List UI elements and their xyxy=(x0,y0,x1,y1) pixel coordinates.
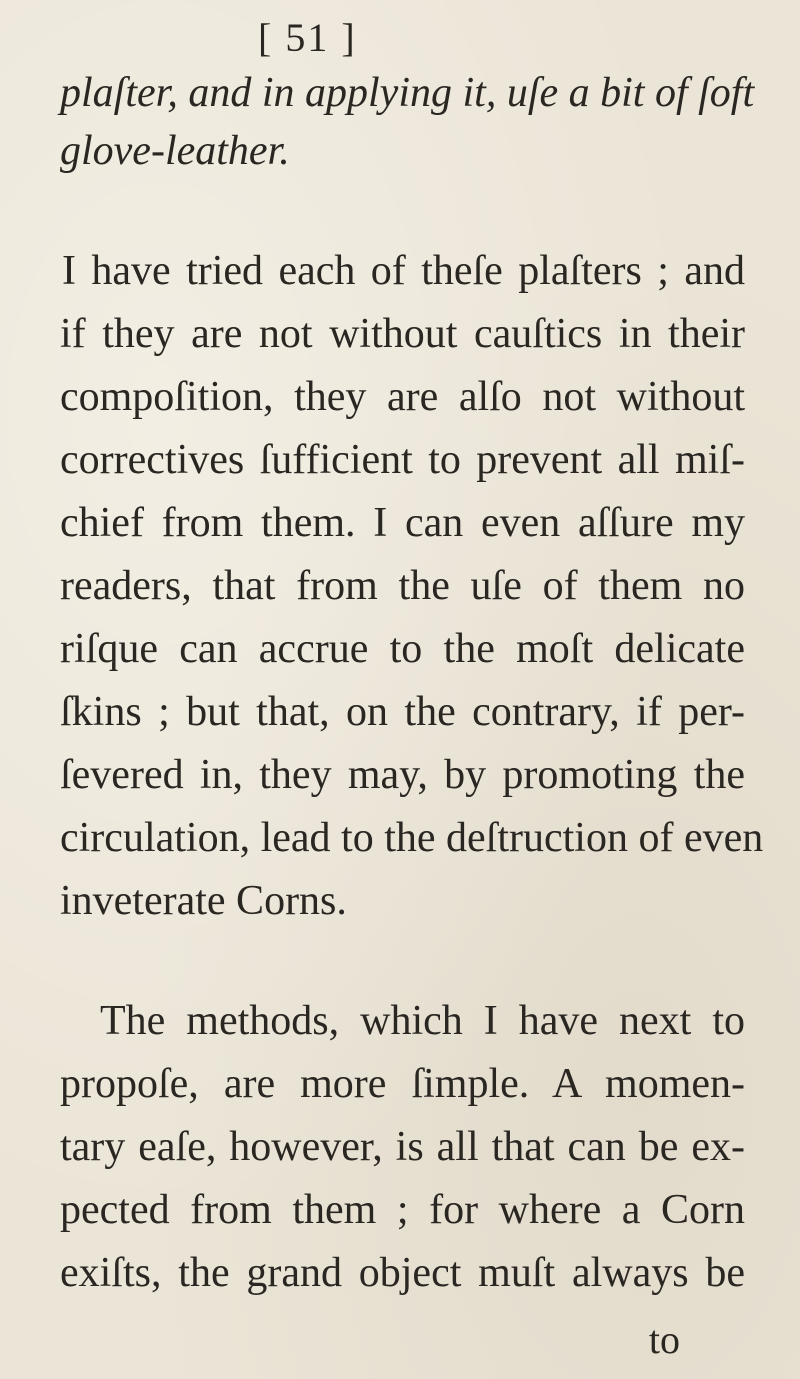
page-number: [ 51 ] xyxy=(258,15,357,60)
text-line: pected from them ; for where a Corn xyxy=(60,1187,745,1233)
text-line: ſevered in, they may, by promoting the xyxy=(60,752,745,798)
text-line: if they are not without cauſtics in their xyxy=(60,311,745,357)
text-line: riſque can accrue to the moſt delicate xyxy=(60,626,745,672)
text-line: circulation, lead to the deſtruction of even xyxy=(60,815,764,861)
text-line: inveterate Corns. xyxy=(60,878,347,924)
text-line: ſkins ; but that, on the contrary, if per- xyxy=(60,689,745,735)
text-line: propoſe, are more ſimple. A momen- xyxy=(60,1061,745,1107)
catchword: to xyxy=(648,1317,680,1362)
text-line: readers, that from the uſe of them no xyxy=(60,563,745,609)
text-line: compoſition, they are alſo not without xyxy=(60,374,745,420)
text-line: correctives ſufficient to prevent all miſ- xyxy=(60,437,745,483)
text-line: glove-leather. xyxy=(60,128,290,174)
text-line: The methods, which I have next to xyxy=(100,998,745,1044)
text-line: tary eaſe, however, is all that can be ex- xyxy=(60,1124,745,1170)
text-line: exiſts, the grand object muſt always be xyxy=(60,1250,745,1296)
text-line: chief from them. I can even aſſure my xyxy=(60,500,745,546)
text-line: I have tried each of theſe plaſters ; and xyxy=(62,248,745,294)
text-line: plaſter, and in applying it, uſe a bit of ſoft xyxy=(60,70,755,116)
